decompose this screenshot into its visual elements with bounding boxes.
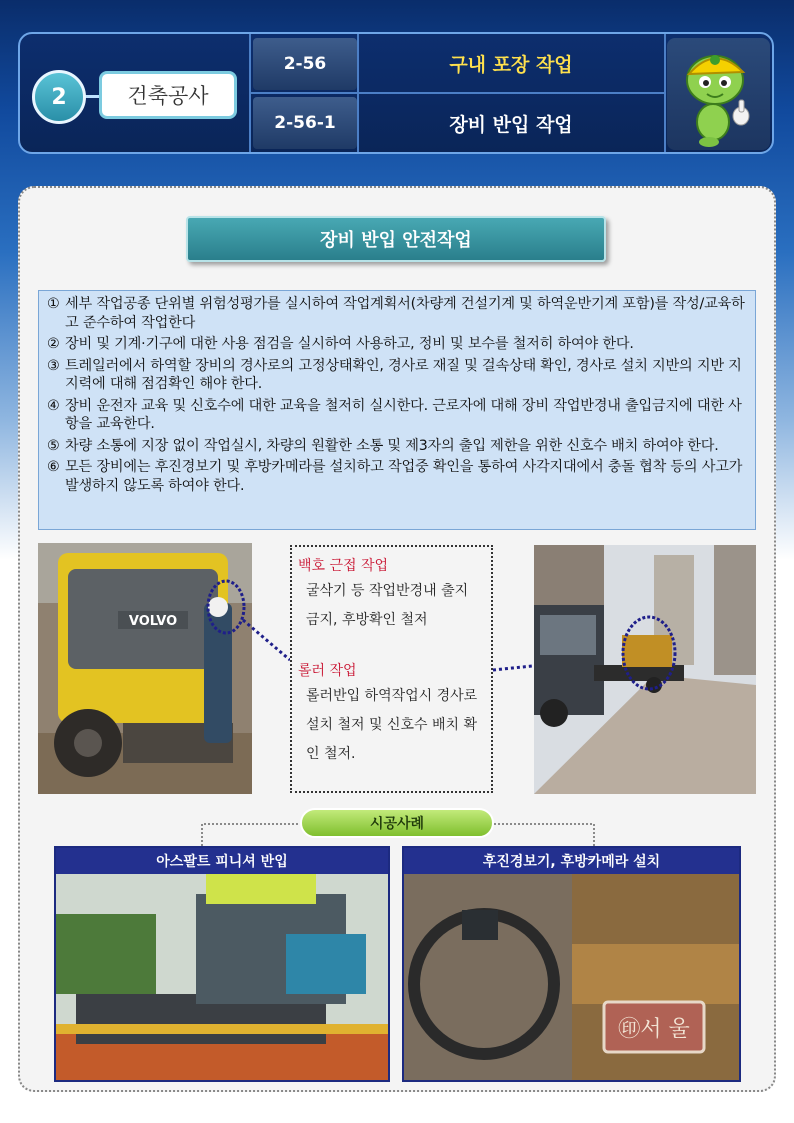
case-title: 후진경보기, 후방카메라 설치 xyxy=(404,848,739,874)
title-sub: 장비 반입 작업 xyxy=(449,113,573,136)
rule-item: ③ 트레일러에서 하역할 장비의 경사로의 고정상태확인, 경사로 재질 및 걸속상태 확인, 경사로 설치 지반의 지반 지지력에 대해 점검확인 해야 한다. xyxy=(47,357,742,392)
rule-item: ② 장비 및 기계·기구에 대한 사용 점검을 실시하여 사용하고, 정비 및 보수를 철저히 하여야 한다. xyxy=(47,336,634,352)
camera-photo xyxy=(404,874,739,1080)
rule-item: ① 세부 작업공종 단위별 위험성평가를 실시하여 작업계획서(차량계 건설기계 및 하역운반기계 포함)를 작성/교육하고 준수하여 작업한다 xyxy=(47,296,745,331)
code-main: 2-56 xyxy=(253,38,357,90)
note-title-roller: 롤러 작업 xyxy=(298,663,357,679)
case-card-camera xyxy=(402,846,741,1082)
paver-photo xyxy=(56,874,388,1080)
case-card-paver xyxy=(54,846,390,1082)
code-sub: 2-56-1 xyxy=(253,97,357,149)
title-main: 구내 포장 작업 xyxy=(449,53,573,76)
rule-item: ⑤ 차량 소통에 지장 없이 작업실시, 차량의 원활한 소통 및 제3자의 출입 제한을 위한 신호수 배치 하여야 한다. xyxy=(47,437,719,454)
note-body-backhoe: 굴삭기 등 작업반경내 출지 금지, 후방확인 철저 xyxy=(306,583,469,628)
section-title: 장비 반입 안전작업 xyxy=(186,216,606,262)
case-title: 아스팔트 피니셔 반입 xyxy=(56,848,388,874)
case-section-label: 시공사례 xyxy=(300,808,494,838)
plate-text: ㊞서 울 xyxy=(618,1017,690,1042)
category-label: 건축공사 xyxy=(99,71,237,119)
chapter-number-badge: 2 xyxy=(32,70,86,124)
rule-item: ⑥ 모든 장비에는 후진경보기 및 후방카메라를 설치하고 작업중 확인을 통하여 사각지대에서 충돌 협착 등의 사고가 발생하지 않도록 하여야 한다. xyxy=(47,459,743,494)
volvo-logo: VOLVO xyxy=(128,614,178,629)
note-title-backhoe: 백호 근접 작업 xyxy=(298,558,389,574)
note-body-roller: 롤러반입 하역작업시 경사로 설치 철저 및 신호수 배치 확인 철저. xyxy=(306,688,478,762)
rule-item: ④ 장비 운전자 교육 및 신호수에 대한 교육을 철저히 실시한다. 근로자에 대해 장비 작업반경내 출입금지에 대한 사항을 교육한다. xyxy=(47,397,742,432)
